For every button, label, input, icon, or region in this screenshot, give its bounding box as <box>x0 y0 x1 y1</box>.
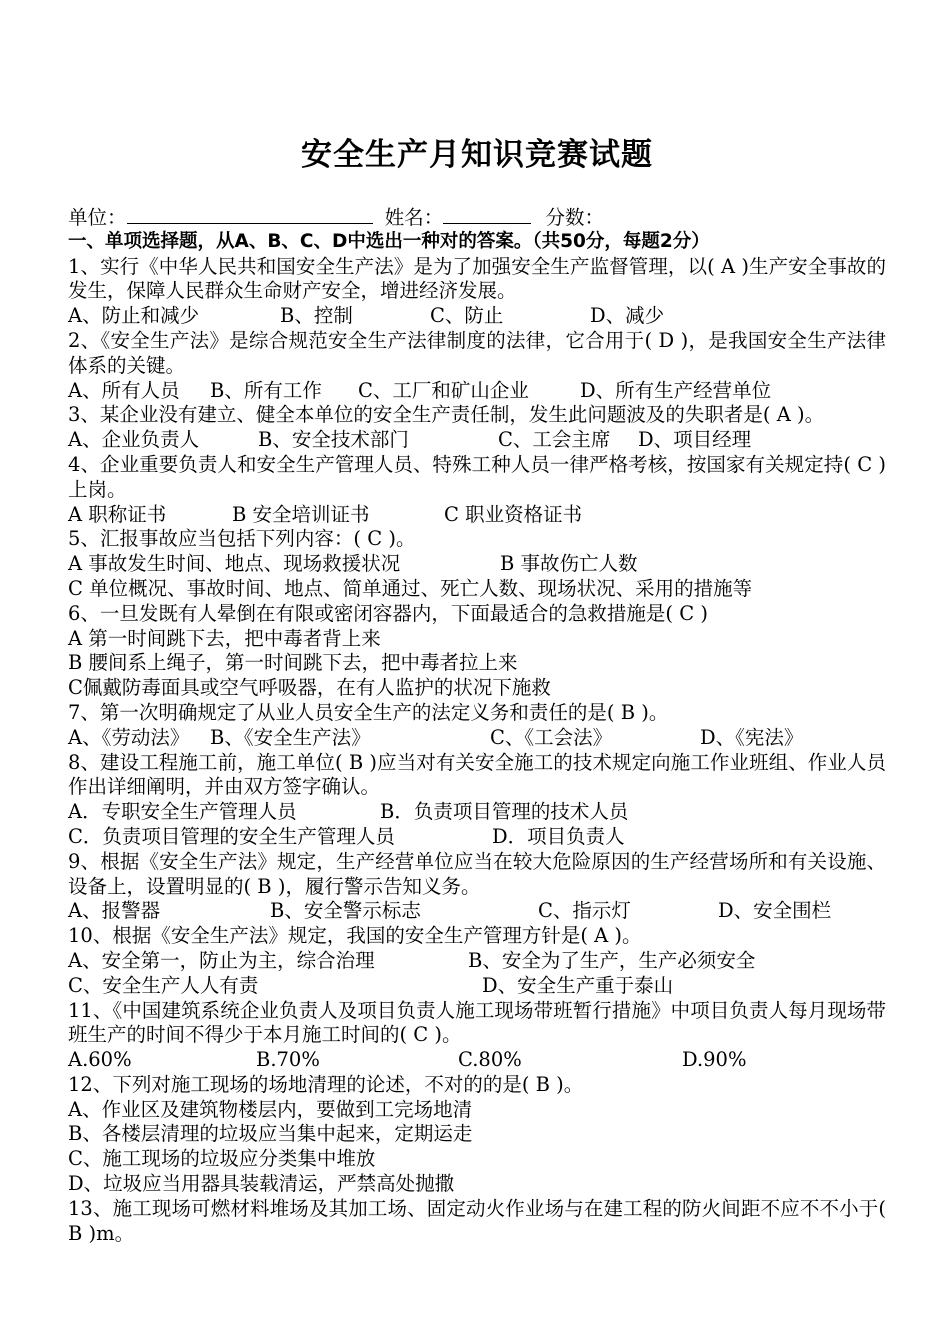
option-b: B 腰间系上绳子，第一时间跳下去，把中毒者拉上来 <box>68 651 518 675</box>
option-b: B、各楼层清理的垃圾应当集中起来，定期运走 <box>68 1122 473 1146</box>
option-b: B 安全培训证书 <box>232 502 370 526</box>
header-fields <box>68 205 886 230</box>
option-d: D、所有生产经营单位 <box>580 378 772 402</box>
exam-page <box>68 135 886 1246</box>
options-5 <box>68 552 886 577</box>
option-b: B、安全警示标志 <box>270 899 421 923</box>
option-c: C、施工现场的垃圾应分类集中堆放 <box>68 1147 376 1171</box>
question-8: 8、建设工程施工前，施工单位( B )应当对有关安全施工的技术规定向施工作业班组、作业人员作出详细阐明，并由双方签字确认。 <box>68 750 886 799</box>
option-d: D、减少 <box>590 304 665 328</box>
option-a: A、防止和减少 <box>68 304 200 328</box>
options-10a <box>68 949 886 974</box>
option-c: C、工会主席 <box>498 428 611 452</box>
option-c: C、安全生产人人有责 <box>68 973 259 997</box>
option-a: A、报警器 <box>68 899 161 923</box>
option-c: C 单位概况、事故时间、地点、简单通过、死亡人数、现场状况、采用的措施等 <box>68 576 753 600</box>
option-c: C、指示灯 <box>538 899 631 923</box>
question-3: 3、某企业没有建立、健全本单位的安全生产责任制，发生此问题波及的失职者是( A )。 <box>68 403 825 427</box>
question-12: 12、下列对施工现场的场地清理的论述，不对的的是( B )。 <box>68 1072 584 1096</box>
option-b: B、安全为了生产，生产必须安全 <box>468 948 756 972</box>
option-d: D、《宪法》 <box>700 725 804 749</box>
option-a: A 第一时间跳下去，把中毒者背上来 <box>68 626 381 650</box>
exam-body <box>68 205 886 1246</box>
option-a: A．专职安全生产管理人员 <box>68 800 297 824</box>
option-c: C、《工会法》 <box>490 725 613 749</box>
question-10: 10、根据《安全生产法》规定，我国的安全生产管理方针是( A )。 <box>68 924 642 948</box>
option-b: B、控制 <box>280 304 353 328</box>
question-9: 9、根据《安全生产法》规定，生产经营单位应当在较大危险原因的生产经营场所和有关设施、设备上，设置明显的( B )，履行警示告知义务。 <box>68 849 886 898</box>
option-b: B、安全技术部门 <box>258 428 409 452</box>
option-a: A.60% <box>68 1048 132 1072</box>
options-3 <box>68 428 886 453</box>
question-13: 13、施工现场可燃材料堆场及其加工场、固定动火作业场与在建工程的防火间距不应不不小于( B )m。 <box>68 1196 886 1245</box>
option-a: A、《劳动法》 <box>68 725 190 749</box>
score-label: 分数： <box>545 206 604 229</box>
question-1: 1、实行《中华人民共和国安全生产法》是为了加强安全生产监督管理，以( A )生产安全事故的发生，保障人民群众生命财产安全，增进经济发展。 <box>68 254 886 303</box>
option-d: D、安全围栏 <box>718 899 832 923</box>
question-4: 4、企业重要负责人和安全生产管理人员、特殊工种人员一律严格考核，按国家有关规定持( C )上岗。 <box>68 452 886 501</box>
option-c: C.80% <box>458 1048 522 1072</box>
question-2: 2、《安全生产法》是综合规范安全生产法律制度的法律，它合用于( D )，是我国安全生产法律体系的关键。 <box>68 328 886 377</box>
question-6: 6、一旦发既有人晕倒在有限或密闭容器内，下面最适合的急救措施是( C ) <box>68 601 708 625</box>
option-b: B、《安全生产法》 <box>210 725 371 749</box>
page-title: 安全生产月知识竞赛试题 <box>301 137 653 173</box>
options-8b <box>68 825 886 850</box>
option-a: A 事故发生时间、地点、现场救援状况 <box>68 552 401 576</box>
option-a: A 职称证书 <box>68 502 167 526</box>
option-d: D．项目负责人 <box>492 824 625 848</box>
options-8a <box>68 800 886 825</box>
option-d: D.90% <box>682 1048 747 1072</box>
option-c: C、工厂和矿山企业 <box>358 378 529 402</box>
options-4 <box>68 503 886 528</box>
name-label: 姓名： <box>384 206 444 229</box>
unit-label: 单位： <box>68 206 127 229</box>
option-a: A、所有人员 <box>68 378 180 402</box>
option-c: C佩戴防毒面具或空气呼吸器，在有人监护的状况下施救 <box>68 676 551 700</box>
options-9 <box>68 899 886 924</box>
option-a: A、作业区及建筑物楼层内，要做到工完场地清 <box>68 1097 473 1121</box>
unit-blank[interactable] <box>127 205 373 224</box>
options-10b <box>68 974 886 999</box>
question-5: 5、汇报事故应当包括下列内容：( C )。 <box>68 527 416 551</box>
option-b: B．负责项目管理的技术人员 <box>380 800 629 824</box>
option-d: D、项目经理 <box>638 428 752 452</box>
question-11: 11、《中国建筑系统企业负责人及项目负责人施工现场带班暂行措施》中项目负责人每月现场带班生产的时间不得少于本月施工时间的( C )。 <box>68 998 886 1047</box>
section-heading: 一、单项选择题，从A、B、C、D中选出一种对的答案。（共50分，每题2分） <box>68 230 710 252</box>
option-c: C、防止 <box>430 304 504 328</box>
option-b: B、所有工作 <box>210 378 322 402</box>
name-blank[interactable] <box>443 205 531 224</box>
option-c: C 职业资格证书 <box>444 502 583 526</box>
question-7: 7、第一次明确规定了从业人员安全生产的法定义务和责任的是( B )。 <box>68 700 669 724</box>
option-a: A、企业负责人 <box>68 428 200 452</box>
option-a: A、安全第一，防止为主，综合治理 <box>68 948 375 972</box>
option-d: D、垃圾应当用器具装载清运，严禁高处抛撒 <box>68 1172 455 1196</box>
option-b: B 事故伤亡人数 <box>500 552 638 576</box>
option-b: B.70% <box>256 1048 320 1072</box>
options-2 <box>68 379 886 404</box>
option-c: C．负责项目管理的安全生产管理人员 <box>68 824 395 848</box>
options-1 <box>68 304 886 329</box>
option-d: D、安全生产重于泰山 <box>482 973 674 997</box>
options-7 <box>68 726 886 751</box>
options-11 <box>68 1048 886 1073</box>
